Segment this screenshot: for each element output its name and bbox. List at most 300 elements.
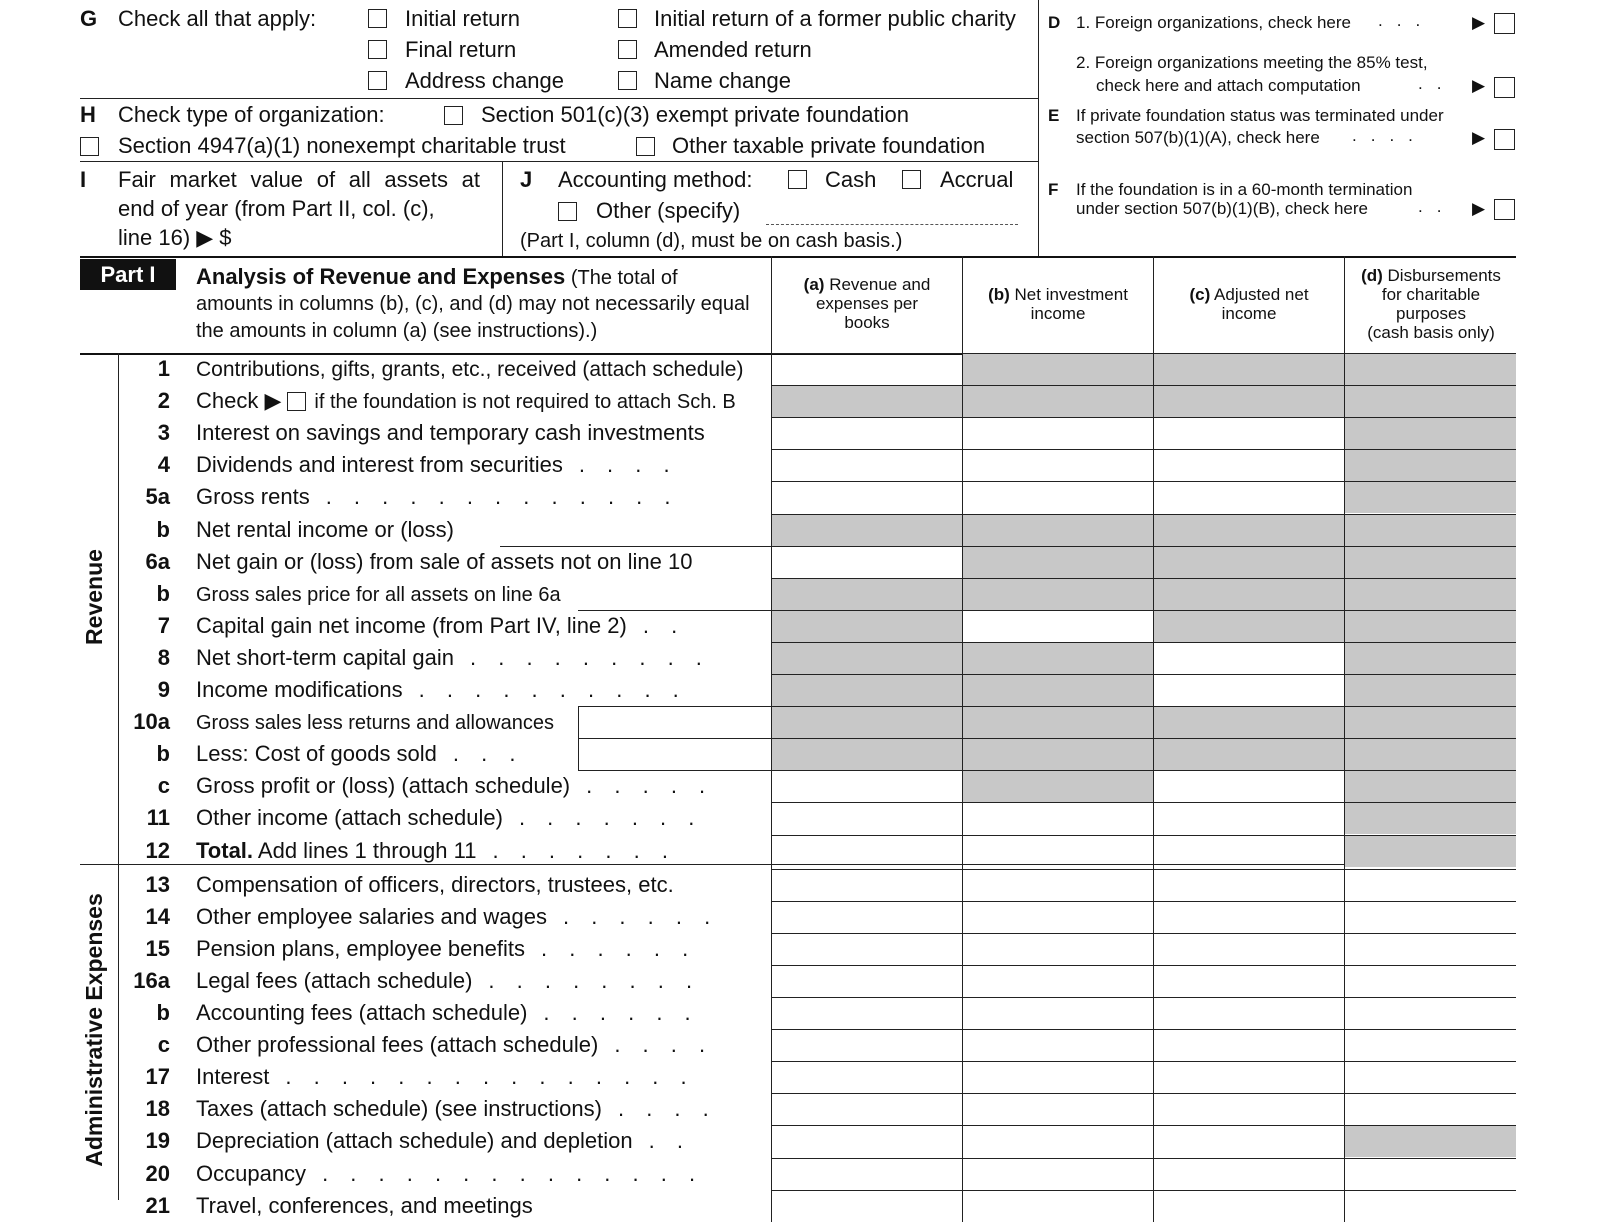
cash-checkbox[interactable] (788, 170, 807, 189)
amount-cell-col-b[interactable] (962, 481, 1153, 513)
501c3-checkbox[interactable] (444, 106, 463, 125)
line-number: b (156, 741, 170, 767)
line-label-text: Dividends and interest from securities (196, 452, 563, 478)
amount-cell-col-a[interactable] (771, 353, 962, 385)
dot-leader: . . . . . . . (492, 837, 676, 863)
col-c-key: (c) (1189, 285, 1211, 304)
amount-cell-col-d (1344, 1125, 1516, 1157)
amount-cell-col-a (771, 514, 962, 546)
amount-cell-col-c[interactable] (1153, 901, 1344, 933)
dot-leader: . . . . (614, 1032, 714, 1058)
line-label-text: Other income (attach schedule) (196, 805, 503, 831)
dot-leader: . . . . . . (543, 1000, 699, 1025)
part1-desc-line2: amounts in columns (b), (c), and (d) may not necessarily equal (196, 293, 750, 315)
amount-cell-col-d (1344, 770, 1516, 802)
line-label-text: Interest on savings and temporary cash investments (196, 420, 705, 446)
501c3-label: Section 501(c)(3) exempt private foundation (481, 102, 910, 127)
cash-label: Cash (825, 167, 877, 192)
col-a-header (772, 275, 962, 332)
line-label-text: Travel, conferences, and meetings (196, 1192, 533, 1218)
amount-cell-col-a (771, 674, 962, 706)
amount-cell-col-b[interactable] (962, 1029, 1153, 1061)
amount-cell-col-b[interactable] (962, 901, 1153, 933)
accounting-method-label: Accounting method: (558, 167, 753, 192)
dot-leader: . . . . (617, 1096, 717, 1122)
amount-cell-col-d (1344, 835, 1516, 867)
dot-leader: . . . . . . . . . . (418, 677, 687, 702)
60-month-line2: under section 507(b)(1)(B), check here (1076, 199, 1368, 218)
revenue-side-label: Revenue (81, 549, 107, 645)
amount-cell-col-d (1344, 578, 1516, 610)
dot-leader: .... (1352, 126, 1427, 145)
amount-cell-col-a (771, 578, 962, 610)
fmv-label-line1: Fair market value of all assets at (118, 167, 480, 192)
line-label-text: Other professional fees (attach schedule) (196, 1032, 599, 1058)
part1-title-line (196, 264, 678, 290)
arrow-icon: ▶ (1472, 199, 1486, 218)
col-b-line1 (963, 285, 1153, 304)
line-number: 14 (145, 903, 170, 929)
col-a-text3: books (844, 313, 890, 332)
amount-cell-col-d (1344, 385, 1516, 417)
line-label (196, 968, 700, 994)
amount-cell-col-c[interactable] (1153, 835, 1344, 867)
line-label (196, 581, 561, 607)
amount-cell-col-b[interactable] (962, 869, 1153, 901)
section-g-label: Check all that apply: (118, 6, 317, 31)
amount-cell-col-a[interactable] (771, 933, 962, 965)
address-change-label: Address change (405, 68, 564, 93)
col-b-key: (b) (988, 285, 1010, 304)
section-d-letter: D (1048, 13, 1061, 32)
line-label-text: Other employee salaries and wages (196, 903, 547, 929)
amount-cell-col-a (771, 385, 962, 417)
section-g-letter: G (80, 6, 98, 31)
amount-cell-col-a[interactable] (771, 1158, 962, 1190)
col-b-text1: Net investment (1014, 285, 1128, 304)
line-label-text: Check ▶ (196, 388, 282, 414)
col-c-text2: income (1221, 304, 1277, 323)
amount-cell-col-d[interactable] (1344, 933, 1516, 965)
60-month-checkbox[interactable] (1494, 199, 1515, 220)
line-label-bold: Total. (196, 837, 254, 863)
amount-cell-col-b[interactable] (962, 610, 1153, 642)
col-b-header (963, 285, 1153, 323)
dot-leader: . . . (452, 741, 524, 767)
divider (80, 98, 1038, 99)
amount-cell-col-c[interactable] (1153, 869, 1344, 901)
amount-cell-col-a[interactable] (771, 1029, 962, 1061)
line-number: b (156, 516, 170, 542)
amount-cell-col-b (962, 770, 1153, 802)
other-method-label: Other (specify) (596, 198, 741, 223)
amount-cell-col-c (1153, 546, 1344, 578)
amount-cell-col-d (1344, 642, 1516, 674)
cash-basis-note: (Part I, column (d), must be on cash basis.) (520, 230, 903, 252)
amount-cell-col-c[interactable] (1153, 1093, 1344, 1125)
foreign-85-line1: 2. Foreign organizations meeting the 85% test, (1076, 53, 1428, 72)
4947a1-label: Section 4947(a)(1) nonexempt charitable trust (118, 133, 566, 158)
amount-cell-col-c[interactable] (1153, 933, 1344, 965)
fmv-label-line3: line 16) ▶ $ (118, 225, 232, 250)
amount-cell-col-a[interactable] (771, 835, 962, 867)
col-c-line1 (1154, 285, 1344, 304)
amount-cell-col-c[interactable] (1153, 449, 1344, 481)
line-label (196, 709, 554, 735)
amount-cell-col-b[interactable] (962, 997, 1153, 1029)
amount-cell-col-b[interactable] (962, 965, 1153, 997)
amount-cell-col-a[interactable] (771, 997, 962, 1029)
fmv-label-line2: end of year (from Part II, col. (c), (118, 196, 435, 221)
section-j-letter: J (520, 167, 533, 192)
col-d-text2: for charitable (1381, 285, 1481, 304)
other-method-specify-line[interactable] (766, 224, 1018, 225)
line-label-text: Add lines 1 through 11 (253, 837, 477, 863)
line-label-text: Income modifications (196, 677, 403, 702)
amount-cell-col-c[interactable] (1153, 770, 1344, 802)
section-f-letter: F (1048, 180, 1059, 199)
amount-cell-col-d[interactable] (1344, 1061, 1516, 1093)
amount-cell-col-c[interactable] (1153, 674, 1344, 706)
amount-cell-col-d (1344, 417, 1516, 449)
line-number: 17 (145, 1064, 170, 1090)
line-number: b (156, 580, 170, 606)
amount-cell-col-b[interactable] (962, 417, 1153, 449)
pf-terminated-line2: section 507(b)(1)(A), check here (1076, 128, 1320, 147)
line-label (196, 838, 676, 864)
amount-cell-col-b (962, 706, 1153, 738)
line-label-text: Interest (196, 1064, 270, 1090)
dot-leader: . . . . . . . . . . . . . . . (285, 1064, 695, 1090)
amount-cell-col-d (1344, 449, 1516, 481)
amount-cell-col-a[interactable] (771, 1125, 962, 1157)
amount-cell-col-d[interactable] (1344, 1093, 1516, 1125)
amount-cell-col-a[interactable] (771, 481, 962, 513)
dot-leader: . . . . (578, 452, 678, 478)
col-a-text1: Revenue and (829, 275, 931, 294)
line-number: 3 (157, 420, 170, 446)
amount-cell-col-b (962, 674, 1153, 706)
line-number: 7 (157, 612, 170, 638)
dot-leader: . . . . . . . . . . . . . . (322, 1160, 704, 1186)
dot-leader: . . . . . . (541, 935, 697, 961)
amount-cell-col-c (1153, 578, 1344, 610)
line-label (196, 1032, 713, 1058)
amount-cell-col-a[interactable] (771, 449, 962, 481)
section-h-letter: H (80, 102, 96, 127)
dot-leader: . . . . . . . . . (470, 644, 710, 670)
col-d-text3: purposes (1396, 304, 1466, 323)
amount-cell-col-a (771, 706, 962, 738)
line-label (196, 1161, 703, 1187)
col-c-header (1154, 285, 1344, 323)
other-taxable-pf-checkbox[interactable] (636, 137, 655, 156)
initial-return-former-charity-checkbox[interactable] (618, 9, 637, 28)
amount-cell-col-d (1344, 706, 1516, 738)
foreign-85-line2: check here and attach computation (1096, 76, 1361, 95)
part1-title-rest: (The total of (565, 267, 678, 289)
divider (502, 161, 503, 256)
line-label (196, 741, 523, 767)
line-number: 21 (145, 1192, 170, 1218)
amount-cell-col-d[interactable] (1344, 869, 1516, 901)
part1-desc-line3: the amounts in column (a) (see instructions).) (196, 320, 598, 342)
name-change-checkbox[interactable] (618, 71, 637, 90)
col-a-text2: expenses per (815, 294, 919, 313)
line-label (196, 1128, 691, 1154)
amount-cell-col-d[interactable] (1344, 1158, 1516, 1190)
amount-cell-col-d (1344, 674, 1516, 706)
line-number: 1 (157, 356, 170, 381)
initial-return-label: Initial return (405, 6, 520, 31)
pf-terminated-line1: If private foundation status was terminated under (1076, 106, 1444, 125)
amount-cell-col-d (1344, 610, 1516, 642)
amount-cell-col-a[interactable] (771, 869, 962, 901)
part-badge: Part I (80, 259, 176, 290)
line-number: 16a (133, 967, 170, 993)
sch-b-checkbox[interactable] (287, 392, 306, 411)
amount-cell-col-b[interactable] (962, 1158, 1153, 1190)
60-month-line1: If the foundation is in a 60-month termination (1076, 180, 1413, 199)
line-label (196, 420, 705, 446)
other-method-checkbox[interactable] (558, 202, 577, 221)
amount-cell-col-b (962, 546, 1153, 578)
amount-cell-col-d (1344, 738, 1516, 770)
col-d-line1 (1345, 266, 1517, 285)
line-label-text: Taxes (attach schedule) (see instructions) (196, 1096, 602, 1122)
line-label-text: Gross sales price for all assets on line 6a (196, 583, 561, 606)
amount-cell-col-b[interactable] (962, 1093, 1153, 1125)
divider (80, 161, 1038, 162)
line-label (196, 805, 702, 831)
line-label (196, 872, 674, 898)
line-label (196, 645, 710, 671)
dot-leader: . . . . . (586, 773, 714, 799)
line-number: 9 (157, 677, 170, 702)
amount-cell-col-b[interactable] (962, 1125, 1153, 1157)
divider (578, 738, 579, 770)
line-number: 13 (145, 871, 170, 897)
amount-cell-col-c[interactable] (1153, 1029, 1344, 1061)
amount-cell-col-b[interactable] (962, 449, 1153, 481)
amount-cell-col-d (1344, 514, 1516, 546)
amount-cell-col-a (771, 610, 962, 642)
amount-cell-col-a (771, 642, 962, 674)
section-e-letter: E (1048, 106, 1060, 125)
line-number: 4 (157, 452, 170, 478)
line-number: 18 (145, 1096, 170, 1122)
line-number: 19 (145, 1128, 170, 1154)
amount-cell-col-c[interactable] (1153, 1061, 1344, 1093)
amount-cell-col-a (771, 738, 962, 770)
col-d-key: (d) (1361, 266, 1383, 285)
amount-cell-col-c (1153, 738, 1344, 770)
final-return-checkbox[interactable] (368, 40, 387, 59)
divider (578, 706, 579, 738)
amount-cell-col-a[interactable] (771, 417, 962, 449)
address-change-checkbox[interactable] (368, 71, 387, 90)
line-label (196, 1000, 699, 1026)
line-label-text: Gross rents (196, 484, 310, 510)
line-label-text: Contributions, gifts, grants, etc., received (attach schedule) (196, 358, 744, 381)
line-label (196, 549, 692, 575)
amount-cell-col-d (1344, 353, 1516, 385)
other-taxable-pf-label: Other taxable private foundation (672, 133, 986, 158)
arrow-icon: ▶ (1472, 128, 1486, 147)
amount-cell-col-a[interactable] (771, 1093, 962, 1125)
line-label (196, 1096, 717, 1122)
amount-cell-col-a[interactable] (771, 901, 962, 933)
line-label-text: Net gain or (loss) from sale of assets not on line 10 (196, 548, 693, 574)
dot-leader: ... (1378, 11, 1435, 30)
inline-entry-field[interactable] (578, 770, 771, 771)
foreign-orgs-label: 1. Foreign organizations, check here (1076, 13, 1351, 32)
amount-cell-col-c (1153, 610, 1344, 642)
amount-cell-col-d[interactable] (1344, 1029, 1516, 1061)
line-label-text: Net short-term capital gain (196, 644, 454, 670)
divider (80, 256, 1516, 258)
line-label-text: Compensation of officers, directors, trustees, etc. (196, 871, 674, 897)
amount-cell-col-d[interactable] (1344, 997, 1516, 1029)
line-number: 12 (145, 837, 170, 863)
amount-cell-col-d[interactable] (1344, 901, 1516, 933)
amount-cell-col-c[interactable] (1153, 997, 1344, 1029)
line-label-text: Net rental income or (loss) (196, 516, 454, 542)
amount-cell-col-c[interactable] (1153, 802, 1344, 834)
amount-cell-col-c (1153, 385, 1344, 417)
amount-cell-col-d[interactable] (1344, 1190, 1516, 1222)
divider (1038, 0, 1039, 256)
line-number: 11 (146, 805, 170, 831)
amount-cell-col-c[interactable] (1153, 481, 1344, 513)
line-number: 8 (157, 644, 170, 670)
amount-cell-col-c (1153, 706, 1344, 738)
part1-title: Analysis of Revenue and Expenses (196, 264, 566, 289)
arrow-icon: ▶ (1472, 76, 1486, 95)
line-label-text: Gross sales less returns and allowances (196, 712, 554, 735)
line-label-text: if the foundation is not required to attach Sch. B (314, 391, 736, 414)
section-h-label: Check type of organization: (118, 102, 385, 127)
line-label (196, 1064, 695, 1090)
amount-cell-col-d[interactable] (1344, 965, 1516, 997)
col-d-header (1345, 266, 1517, 342)
section-i-letter: I (80, 167, 87, 192)
foreign-85-checkbox[interactable] (1494, 77, 1515, 98)
col-a-line1 (772, 275, 962, 294)
line-label-text: Capital gain net income (from Part IV, line 2) (196, 612, 627, 638)
amount-cell-col-b[interactable] (962, 933, 1153, 965)
amount-cell-col-b (962, 578, 1153, 610)
divider (578, 706, 771, 707)
line-number: 2 (157, 388, 170, 414)
line-number: b (156, 1000, 170, 1025)
amount-cell-col-c[interactable] (1153, 1125, 1344, 1157)
amount-cell-col-b (962, 514, 1153, 546)
amended-return-checkbox[interactable] (618, 40, 637, 59)
inline-entry-field[interactable] (578, 738, 771, 739)
line-number: 15 (145, 935, 170, 961)
inline-entry-field[interactable] (578, 610, 771, 611)
line-number: 5a (145, 484, 170, 510)
dot-leader: .. (1418, 74, 1456, 93)
line-label (196, 613, 685, 639)
final-return-label: Final return (405, 37, 517, 62)
arrow-icon: ▶ (1472, 13, 1486, 32)
amended-return-label: Amended return (654, 37, 812, 62)
dot-leader: . . (642, 612, 686, 638)
col-d-text4: (cash basis only) (1367, 323, 1495, 342)
amount-cell-col-b (962, 738, 1153, 770)
amount-cell-col-c[interactable] (1153, 1190, 1344, 1222)
amount-cell-col-b[interactable] (962, 802, 1153, 834)
amount-cell-col-b[interactable] (962, 1061, 1153, 1093)
line-label (196, 904, 718, 930)
line-number: c (157, 1032, 170, 1058)
line-label (196, 517, 454, 543)
amount-cell-col-b (962, 385, 1153, 417)
line-label (196, 388, 736, 414)
pf-terminated-checkbox[interactable] (1494, 129, 1515, 150)
accrual-label: Accrual (940, 167, 1014, 192)
col-d-text1: Disbursements (1387, 266, 1501, 285)
amount-cell-col-a[interactable] (771, 965, 962, 997)
admin-expenses-side-label: Administrative Expenses (81, 893, 107, 1167)
line-label-text: Accounting fees (attach schedule) (196, 1000, 528, 1025)
amount-cell-col-c (1153, 514, 1344, 546)
amount-cell-col-d (1344, 802, 1516, 834)
line-number: 6a (145, 548, 170, 574)
amount-cell-col-b[interactable] (962, 835, 1153, 867)
line-label-text: Legal fees (attach schedule) (196, 967, 473, 993)
initial-return-checkbox[interactable] (368, 9, 387, 28)
amount-cell-col-c[interactable] (1153, 642, 1344, 674)
dot-leader: . . . . . . (562, 903, 719, 929)
col-c-text1: Adjusted net (1214, 285, 1309, 304)
initial-return-former-charity-label: Initial return of a former public charity (654, 6, 1016, 31)
amount-cell-col-a[interactable] (771, 1061, 962, 1093)
dot-leader: . . . . . . . (518, 805, 703, 831)
amount-cell-col-c[interactable] (1153, 1158, 1344, 1190)
line-label-text: Occupancy (196, 1160, 307, 1186)
inline-entry-field[interactable] (500, 546, 771, 547)
line-label-text: Less: Cost of goods sold (196, 741, 437, 767)
foreign-orgs-checkbox[interactable] (1494, 13, 1515, 34)
amount-cell-col-a[interactable] (771, 770, 962, 802)
amount-cell-col-a[interactable] (771, 1190, 962, 1222)
amount-cell-col-d (1344, 546, 1516, 578)
dot-leader: . . . . . . . . (488, 967, 701, 993)
amount-cell-col-c[interactable] (1153, 965, 1344, 997)
dot-leader: . . (648, 1128, 691, 1154)
line-label-text: Gross profit or (loss) (attach schedule) (196, 773, 571, 799)
amount-cell-col-c (1153, 353, 1344, 385)
dot-leader: . . . . . . . . . . . . . (325, 484, 679, 510)
name-change-label: Name change (654, 68, 791, 93)
4947a1-checkbox[interactable] (80, 137, 99, 156)
accrual-checkbox[interactable] (902, 170, 921, 189)
amount-cell-col-d (1344, 481, 1516, 513)
line-label (196, 1193, 533, 1219)
line-label-text: Pension plans, employee benefits (196, 935, 525, 961)
amount-cell-col-c[interactable] (1153, 417, 1344, 449)
amount-cell-col-b[interactable] (962, 1190, 1153, 1222)
line-label (196, 773, 713, 799)
line-label (196, 484, 679, 510)
amount-cell-col-a[interactable] (771, 546, 962, 578)
amount-cell-col-a[interactable] (771, 802, 962, 834)
line-label (196, 452, 678, 478)
line-number: 20 (145, 1160, 170, 1186)
